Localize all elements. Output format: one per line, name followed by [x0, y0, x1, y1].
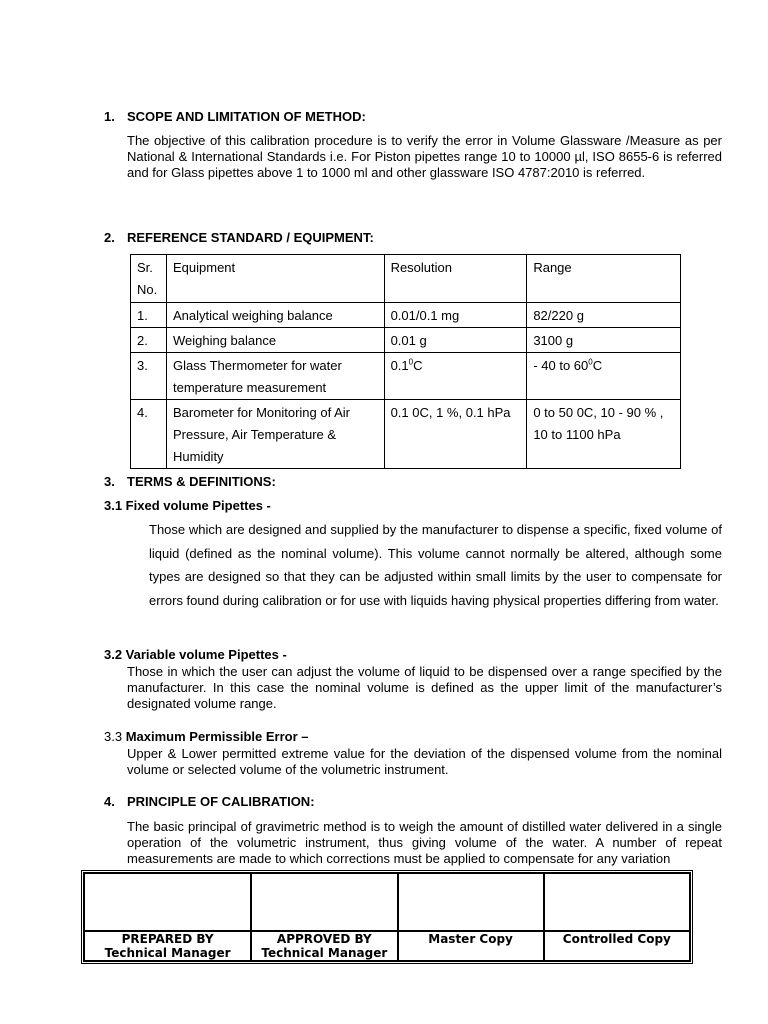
definition-3-1-body: Those which are designed and supplied by the manufacturer to dispense a specific, fixed volume of liquid (defined as the nominal volume). This volume cannot normally be altered, although some types are designed so that they can be adjusted within small limits by the user to compensate for errors found during calibration or for use with liquids having physical properties differing from water.: [149, 522, 722, 608]
signature-row: [84, 873, 690, 931]
row-sr: 4.: [131, 400, 167, 469]
controlled-copy-label: Controlled Copy: [544, 931, 690, 961]
section-1-title: SCOPE AND LIMITATION OF METHOD:: [127, 109, 366, 124]
definition-3-3-title: Maximum Permissible Error –: [125, 729, 309, 744]
definition-3-1-title: 3.1 Fixed volume Pipettes -: [104, 498, 271, 513]
definition-3-2-title: 3.2 Variable volume Pipettes -: [104, 647, 287, 662]
controlled-copy-signature-cell: [544, 873, 690, 931]
row-resolution: $0.1^0C$: [384, 353, 527, 400]
section-4-heading: [104, 794, 315, 809]
row-sr: 2.: [131, 328, 167, 353]
section-2-title: REFERENCE STANDARD / EQUIPMENT:: [127, 230, 374, 245]
section-2-heading: [104, 230, 374, 245]
section-4-number: 4.: [104, 794, 115, 809]
section-4-body: The basic principal of gravimetric method is to weigh the amount of distilled water delivered in a single operation of the volumetric instrument, thus giving volume of the water. A number of repeat measurements are made to which corrections must be applied to compensate for any variation: [127, 819, 722, 866]
header-sr-no: Sr. No.: [131, 255, 167, 303]
row-equipment: Weighing balance: [166, 328, 384, 353]
section-4-title: PRINCIPLE OF CALIBRATION:: [127, 794, 315, 809]
section-3-number: 3.: [104, 474, 115, 489]
row-resolution: 0.01/0.1 mg: [384, 303, 527, 328]
row-resolution: 0.01 g: [384, 328, 527, 353]
table-row: [131, 328, 681, 353]
table-row: [131, 303, 681, 328]
row-range: 0 to 50 0C, 10 - 90 % , 10 to 1100 hPa: [527, 400, 681, 469]
row-equipment: Analytical weighing balance: [166, 303, 384, 328]
approved-by-label: APPROVED BY Technical Manager: [251, 931, 397, 961]
section-1-heading: [104, 109, 366, 124]
definition-3-3-heading: [104, 729, 309, 744]
section-1-number: 1.: [104, 109, 115, 124]
approval-footer-table: [81, 870, 693, 964]
row-equipment: Glass Thermometer for water temperature measurement: [166, 353, 384, 400]
row-equipment: Barometer for Monitoring of Air Pressure, Air Temperature & Humidity: [166, 400, 384, 469]
table-header-row: [131, 255, 681, 303]
section-3-heading: [104, 474, 276, 489]
table-row: [131, 353, 681, 400]
section-2-number: 2.: [104, 230, 115, 245]
section-3-title: TERMS & DEFINITIONS:: [127, 474, 276, 489]
row-range: 82/220 g: [527, 303, 681, 328]
definition-3-2-body: Those in which the user can adjust the volume of liquid to be dispensed over a range specified by the manufacturer. In this case the nominal volume is defined as the upper limit of the manufacturer’s designated volume range.: [127, 664, 722, 711]
prepared-by-label: PREPARED BY Technical Manager: [84, 931, 251, 961]
equipment-table: [130, 254, 681, 469]
header-resolution: Resolution: [384, 255, 527, 303]
row-sr: 3.: [131, 353, 167, 400]
section-1-body: The objective of this calibration procedure is to verify the error in Volume Glassware /Measure as per National & International Standards i.e. For Piston pipettes range 10 to 10000 µl, ISO 8655-6 is referred and for Glass pipettes above 1 to 1000 ml and other glassware ISO 4787:2010 is referred.: [127, 133, 722, 180]
prepared-signature-cell: [84, 873, 251, 931]
row-range: 3100 g: [527, 328, 681, 353]
row-resolution: 0.1 0C, 1 %, 0.1 hPa: [384, 400, 527, 469]
row-sr: 1.: [131, 303, 167, 328]
master-copy-label: Master Copy: [398, 931, 544, 961]
definition-3-3-number: 3.3: [104, 729, 123, 744]
header-equipment: Equipment: [166, 255, 384, 303]
header-range: Range: [527, 255, 681, 303]
table-row: [131, 400, 681, 469]
label-row: [84, 931, 690, 961]
row-range: - 40 to $60^0C$: [527, 353, 681, 400]
definition-3-3-body: Upper & Lower permitted extreme value for the deviation of the dispensed volume from the nominal volume or selected volume of the volumetric instrument.: [127, 746, 722, 777]
master-copy-signature-cell: [398, 873, 544, 931]
approved-signature-cell: [251, 873, 397, 931]
